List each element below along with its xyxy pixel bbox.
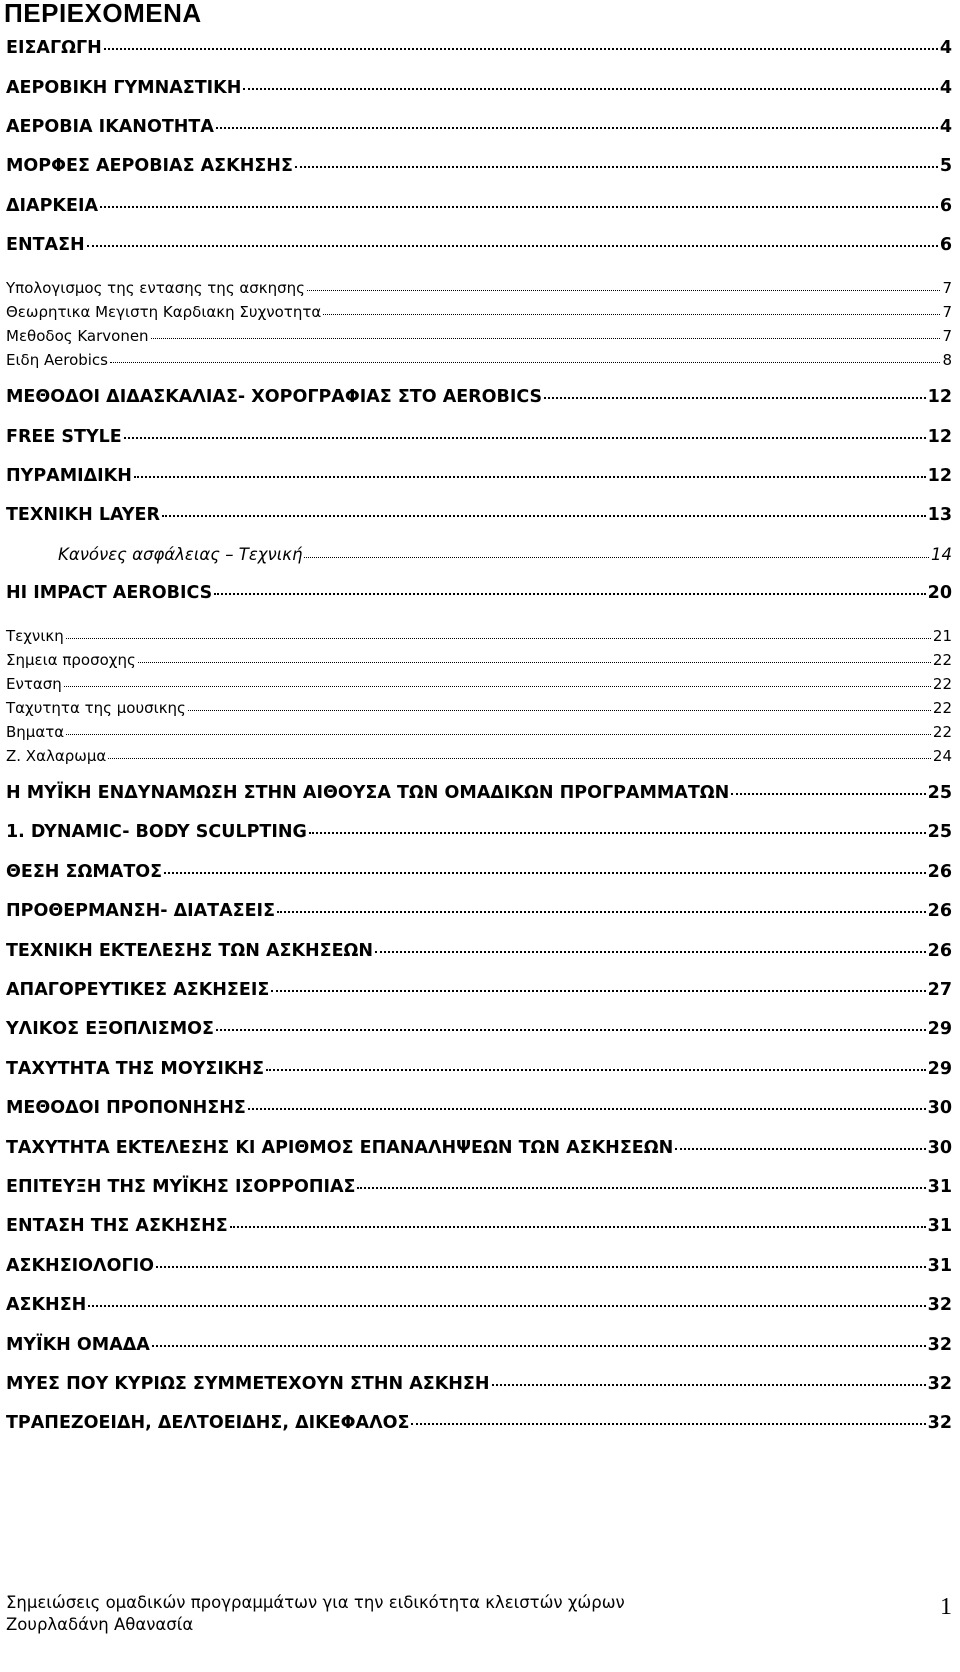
toc-entry-label: ΑΠΑΓΟΡΕΥΤΙΚΕΣ ΑΣΚΗΣΕΙΣ [6,980,270,1000]
toc-entry-label: ΤΑΧΥΤΗΤΑ ΤΗΣ ΜΟΥΣΙΚΗΣ [6,1059,265,1079]
toc-entry-label: ΥΛΙΚΟΣ ΕΞΟΠΛΙΣΜΟΣ [6,1019,215,1039]
toc-entry[interactable] [6,1413,952,1433]
toc-entry-page: 30 [927,1138,952,1158]
toc-entry[interactable] [6,1177,952,1197]
toc-entry-page: 25 [927,822,952,842]
toc-entry-page: 22 [932,651,952,669]
toc-entry[interactable] [58,545,952,564]
toc-entry-page: 30 [927,1098,952,1118]
leader-dots [151,338,941,339]
toc-entry-page: 20 [927,583,952,603]
toc-entry-label: Ειδη Aerobics [6,351,108,369]
toc-entry[interactable] [6,1216,952,1236]
leader-dots [323,314,940,315]
leader-dots [309,832,926,834]
toc-entry-page: 31 [927,1256,952,1276]
toc-entry-page: 26 [927,862,952,882]
toc-entry[interactable] [6,1059,952,1079]
leader-dots [307,290,941,291]
toc-entry-page: 32 [927,1335,952,1355]
leader-dots [492,1384,926,1386]
toc-entry-label: Βηματα [6,723,65,741]
toc-entry[interactable] [6,1019,952,1039]
toc-entry-page: 32 [927,1413,952,1433]
toc-entry-label: Ταχυτητα της μουσικης [6,699,186,717]
page-number: 1 [940,1594,952,1620]
toc-entry[interactable] [6,505,952,525]
leader-dots [544,397,925,399]
toc-entry-label: ΔΙΑΡΚΕΙΑ [6,196,98,216]
toc-entry-page: 4 [939,78,952,98]
toc-entry[interactable] [6,117,952,137]
leader-dots [108,758,931,759]
toc-entry[interactable] [6,1335,952,1355]
toc-entry-label: ΤΕΧΝΙΚΗ LAYER [6,505,160,525]
toc-entry-label: ΜΕΘΟΔΟΙ ΠΡΟΠΟΝΗΣΗΣ [6,1098,246,1118]
toc-entry[interactable] [6,351,952,369]
toc-entry[interactable] [6,38,952,58]
toc-entry[interactable] [6,466,952,486]
leader-dots [214,593,925,595]
toc-entry-page: 22 [932,675,952,693]
footer-author: Ζουρλαδάνη Αθανασία [6,1615,194,1634]
toc-entry-page: 7 [942,327,952,345]
toc-entry-page: 31 [927,1177,952,1197]
toc-entry-page: 24 [932,747,952,765]
toc-entry[interactable] [6,723,952,741]
leader-dots [266,1069,926,1071]
toc-entry[interactable] [6,651,952,669]
toc-entry-label: ΕΝΤΑΣΗ ΤΗΣ ΑΣΚΗΣΗΣ [6,1216,228,1236]
toc-entry-label: Η ΜΥΪΚΗ ΕΝΔΥΝΑΜΩΣΗ ΣΤΗΝ ΑΙΘΟΥΣΑ ΤΩΝ ΟΜΑΔΙΚΩΝ ΠΡΟΓΡΑΜΜΑΤΩΝ [6,783,730,803]
toc-entry-label: FREE STYLE [6,427,122,447]
toc-entry[interactable] [6,901,952,921]
leader-dots [66,734,931,735]
toc-entry-page: 6 [939,196,952,216]
toc-entry-label: ΕΠΙΤΕΥΞΗ ΤΗΣ ΜΥΪΚΗΣ ΙΣΟΡΡΟΠΙΑΣ [6,1177,356,1197]
toc-entry[interactable] [6,78,952,98]
toc-entry-page: 4 [939,38,952,58]
toc-entry-page: 22 [932,699,952,717]
toc-entry-label: ΘΕΣΗ ΣΩΜΑΤΟΣ [6,862,163,882]
toc-entry-label: ΤΡΑΠΕΖΟΕΙΔΗ, ΔΕΛΤΟΕΙΔΗΣ, ΔΙΚΕΦΑΛΟΣ [6,1413,410,1433]
toc-entry-label: ΤΕΧΝΙΚΗ ΕΚΤΕΛΕΣΗΣ ΤΩΝ ΑΣΚΗΣΕΩΝ [6,941,374,961]
toc-entry-page: 5 [939,156,952,176]
toc-entry-page: 32 [927,1374,952,1394]
toc-entry[interactable] [6,980,952,1000]
page-footer [6,1592,952,1636]
toc-entry[interactable] [6,1256,952,1276]
toc-entry-page: 12 [927,427,952,447]
toc-heading: ΠΕΡΙΕΧΟΜΕΝΑ [4,0,202,28]
toc-entry[interactable] [6,822,952,842]
leader-dots [357,1187,925,1189]
toc-entry-page: 32 [927,1295,952,1315]
toc-entry-page: 7 [942,303,952,321]
leader-dots [64,686,931,687]
leader-dots [271,990,925,992]
leader-dots [248,1108,926,1110]
toc-entry-page: 6 [939,235,952,255]
toc-entry[interactable] [6,303,952,321]
toc-entry-label: Μεθοδος Karvonen [6,327,149,345]
leader-dots [230,1226,926,1228]
leader-dots [243,88,937,90]
toc-entry-label: ΑΕΡΟΒΙΑ ΙΚΑΝΟΤΗΤΑ [6,117,214,137]
leader-dots [138,662,931,663]
toc-entry-label: ΠΥΡΑΜΙΔΙΚΗ [6,466,132,486]
toc-entry-page: 26 [927,941,952,961]
toc-entry[interactable] [6,156,952,176]
leader-dots [110,362,940,363]
toc-entry-page: 26 [927,901,952,921]
toc-entry[interactable] [6,583,952,603]
leader-dots [375,951,926,953]
toc-entry-page: 21 [932,627,952,645]
toc-entry[interactable] [6,1138,952,1158]
toc-entry[interactable] [6,196,952,216]
toc-entry-page: 22 [932,723,952,741]
toc-entry-page: 8 [942,351,952,369]
leader-dots [87,245,938,247]
toc-entry-page: 14 [931,545,952,564]
toc-entry-page: 7 [942,279,952,297]
toc-entry-label: Θεωρητικα Μεγιστη Καρδιακη Συχνοτητα [6,303,322,321]
leader-dots [66,638,931,639]
toc-entry-label: ΕΙΣΑΓΩΓΗ [6,38,102,58]
leader-dots [188,710,931,711]
leader-dots [295,166,938,168]
toc-entry[interactable] [6,279,952,297]
toc-entry-page: 13 [927,505,952,525]
toc-entry-label: HI IMPACT AEROBICS [6,583,213,603]
toc-entry-label: ΤΑΧΥΤΗΤΑ ΕΚΤΕΛΕΣΗΣ ΚΙ ΑΡΙΘΜΟΣ ΕΠΑΝΑΛΗΨΕΩΝ ΤΩΝ ΑΣΚΗΣΕΩΝ [6,1138,674,1158]
leader-dots [134,476,926,478]
toc-entry-page: 12 [927,466,952,486]
leader-dots [88,1305,925,1307]
leader-dots [304,557,929,558]
toc-entry[interactable] [6,941,952,961]
toc-entry[interactable] [6,675,952,693]
toc-entry[interactable] [6,699,952,717]
leader-dots [162,515,926,517]
leader-dots [164,872,926,874]
leader-dots [100,206,938,208]
footer-course-title: Σημειώσεις ομαδικών προγραμμάτων για την ειδικότητα κλειστών χώρων [6,1593,625,1612]
toc-entry-page: 4 [939,117,952,137]
toc-entry-page: 29 [927,1059,952,1079]
leader-dots [277,911,926,913]
toc-entry[interactable] [6,627,952,645]
toc-entry[interactable] [6,783,952,803]
toc-entry[interactable] [6,427,952,447]
toc-entry-label: ΜΕΘΟΔΟΙ ΔΙΔΑΣΚΑΛΙΑΣ- ΧΟΡΟΓΡΑΦΙΑΣ ΣΤΟ AEROBICS [6,387,543,407]
leader-dots [731,793,925,795]
toc-entry-label: ΑΣΚΗΣΙΟΛΟΓΙΟ [6,1256,155,1276]
leader-dots [216,1029,926,1031]
toc-entry[interactable] [6,387,952,407]
toc-entry-label: Σημεια προσοχης [6,651,136,669]
toc-entry[interactable] [6,1374,952,1394]
leader-dots [411,1423,925,1425]
toc-entry-page: 27 [927,980,952,1000]
toc-entry-label: ΑΣΚΗΣΗ [6,1295,87,1315]
leader-dots [156,1266,926,1268]
toc-entry-label: Ενταση [6,675,62,693]
toc-entry-label: Κανόνες ασφάλειας – Τεχνική [58,545,303,564]
toc-entry[interactable] [6,747,952,765]
leader-dots [675,1148,925,1150]
toc-entry-page: 29 [927,1019,952,1039]
toc-entry-page: 12 [927,387,952,407]
toc-entry-label: ΜΥΕΣ ΠΟΥ ΚΥΡΙΩΣ ΣΥΜΜΕΤΕΧΟΥΝ ΣΤΗΝ ΑΣΚΗΣΗ [6,1374,490,1394]
toc-entry-label: 1. DYNAMIC- BODY SCULPTING [6,822,307,842]
toc-entry-page: 25 [927,783,952,803]
leader-dots [152,1345,926,1347]
leader-dots [104,48,938,50]
leader-dots [124,437,926,439]
toc-entry-label: Τεχνικη [6,627,64,645]
toc-entry[interactable] [6,327,952,345]
toc-entry-label: ΕΝΤΑΣΗ [6,235,85,255]
toc-entry[interactable] [6,1098,952,1118]
toc-entry-label: ΠΡΟΘΕΡΜΑΝΣΗ- ΔΙΑΤΑΣΕΙΣ [6,901,276,921]
toc-entry-label: ΜΟΡΦΕΣ ΑΕΡΟΒΙΑΣ ΑΣΚΗΣΗΣ [6,156,293,176]
toc-entry-label: Υπολογισμος της εντασης της ασκησης [6,279,305,297]
toc-entry[interactable] [6,1295,952,1315]
toc-entry-label: Ζ. Χαλαρωμα [6,747,107,765]
toc-entry-label: ΜΥΪΚΗ ΟΜΑΔΑ [6,1335,150,1355]
toc-entry[interactable] [6,235,952,255]
toc-entry[interactable] [6,862,952,882]
leader-dots [216,127,938,129]
toc-entry-label: ΑΕΡΟΒΙΚΗ ΓΥΜΝΑΣΤΙΚΗ [6,78,242,98]
toc-entry-page: 31 [927,1216,952,1236]
